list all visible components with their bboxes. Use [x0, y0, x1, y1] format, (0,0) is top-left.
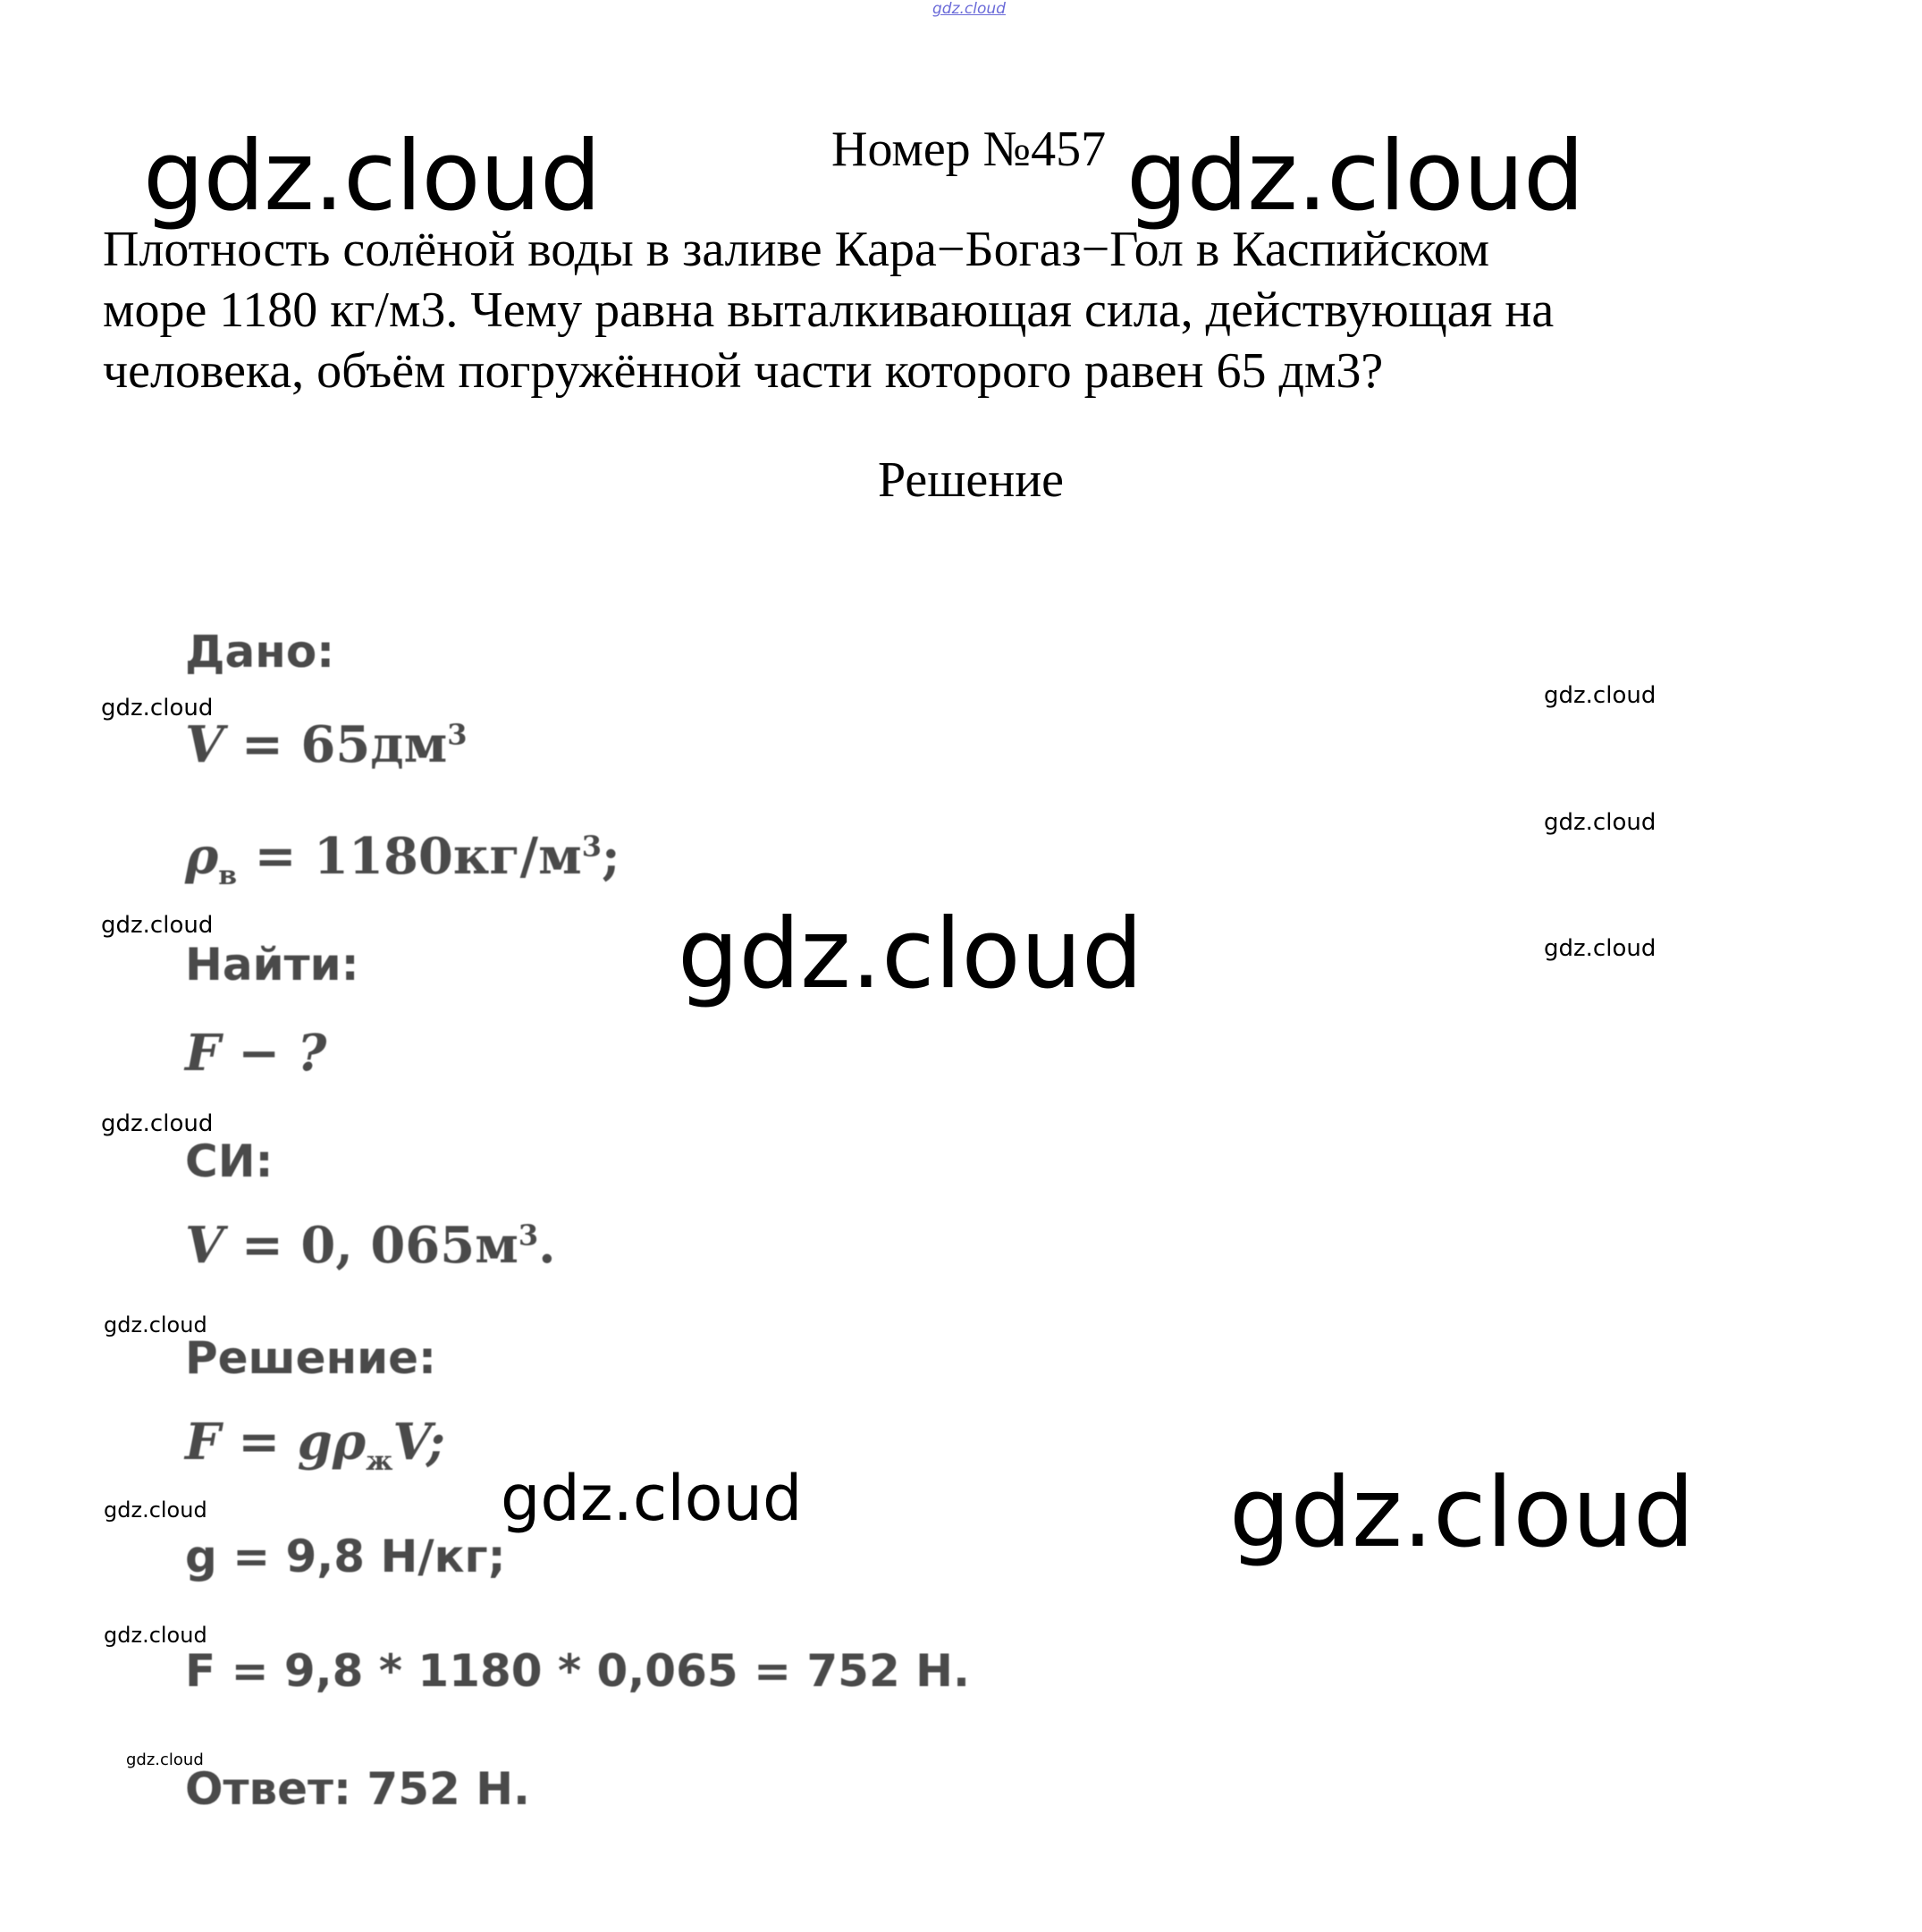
given-label: Дано:: [185, 626, 335, 678]
watermark-large: gdz.cloud: [1229, 1457, 1695, 1569]
watermark-small: gdz.cloud: [1544, 682, 1656, 709]
watermark-large: gdz.cloud: [143, 121, 601, 232]
formula-archimedes: $F = g\rho_жV$;: [185, 1413, 445, 1478]
answer-text: Ответ: 752 Н.: [185, 1763, 531, 1815]
watermark-small: gdz.cloud: [104, 1498, 207, 1523]
watermark-small: gdz.cloud: [104, 1312, 207, 1337]
problem-text: [103, 219, 1554, 401]
watermark-small: gdz.cloud: [1544, 935, 1656, 962]
problem-line: Плотность солёной воды в заливе Кара−Богаз−Гол в Каспийском: [103, 222, 1490, 277]
formula-calculation: F = 9,8 * 1180 * 0,065 = 752 Н.: [185, 1645, 971, 1697]
watermark-medium: gdz.cloud: [501, 1462, 803, 1535]
watermark-large: gdz.cloud: [678, 899, 1143, 1010]
formula-find: F − ?: [185, 1024, 327, 1083]
watermark-small: gdz.cloud: [1544, 809, 1656, 836]
watermark-small: gdz.cloud: [104, 1623, 207, 1648]
si-label: СИ:: [185, 1135, 274, 1187]
solution-heading: Решение: [878, 452, 1065, 508]
formula-volume-given: $V = 65дм^3$: [185, 715, 468, 774]
watermark-small: gdz.cloud: [101, 1110, 214, 1137]
problem-number-title: Номер №457: [831, 122, 1107, 177]
watermark-small: gdz.cloud: [126, 1751, 204, 1769]
watermark-large: gdz.cloud: [1126, 121, 1584, 232]
watermark-top: gdz.cloud: [932, 0, 1006, 18]
solution-label: Решение:: [185, 1332, 437, 1384]
formula-density: $\rho_в = 1180кг/м^3$;: [185, 827, 620, 892]
find-label: Найти:: [185, 939, 359, 991]
watermark-small: gdz.cloud: [101, 912, 214, 939]
formula-volume-si: V = 0, $065м^3$.: [185, 1216, 556, 1275]
problem-line: море 1180 кг/м3. Чему равна выталкивающая сила, действующая на: [103, 283, 1555, 338]
problem-line: человека, объём погружённой части которого равен 65 дм3?: [103, 343, 1384, 399]
formula-g: g = 9,8 Н/кг;: [185, 1531, 506, 1582]
watermark-small: gdz.cloud: [101, 695, 214, 721]
